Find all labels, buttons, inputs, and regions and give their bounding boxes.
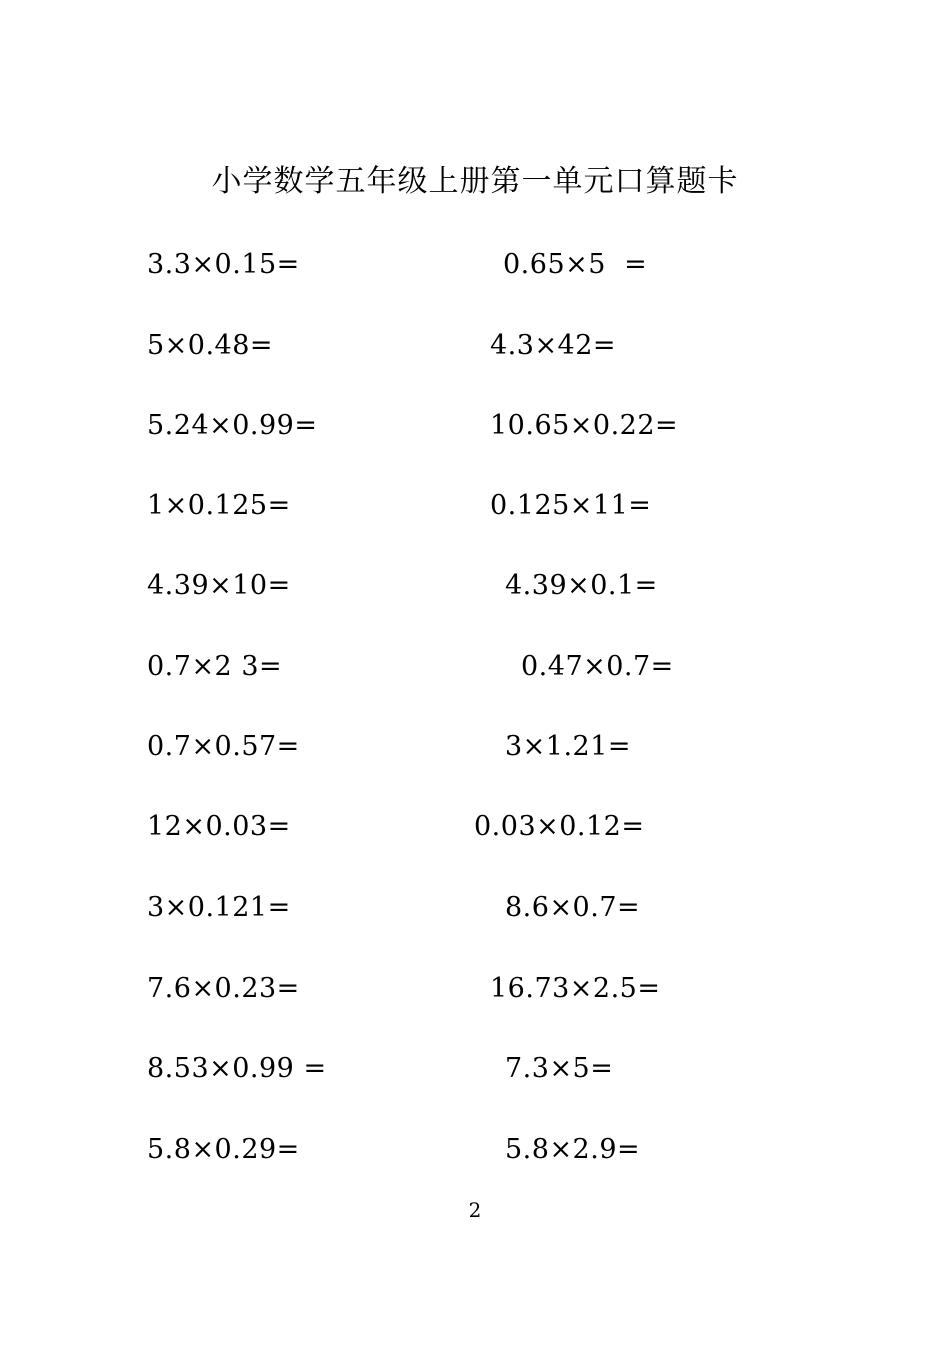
problem-left: 3.3×0.15= [147, 249, 300, 280]
problem-right: 10.65×0.22= [490, 410, 679, 441]
problem-left: 12×0.03= [147, 811, 291, 842]
problem-right: 5.8×2.9= [505, 1134, 641, 1165]
problem-right: 0.47×0.7= [521, 651, 674, 682]
problem-right: 4.3×42= [490, 330, 617, 361]
problem-right: 16.73×2.5= [490, 973, 661, 1004]
problem-left: 8.53×0.99 = [147, 1053, 327, 1084]
problem-left: 1×0.125= [147, 490, 291, 521]
problem-right: 3×1.21= [505, 731, 632, 762]
problem-left: 7.6×0.23= [147, 973, 300, 1004]
problem-right: 0.125×11= [490, 490, 652, 521]
problem-right: 8.6×0.7= [505, 892, 641, 923]
problem-right: 7.3×5= [505, 1053, 614, 1084]
problem-left: 5.24×0.99= [147, 410, 318, 441]
problem-left: 0.7×2 3= [147, 651, 283, 682]
problem-right: 0.65×5 = [503, 249, 648, 280]
page-title: 小学数学五年级上册第一单元口算题卡 [211, 164, 739, 199]
problem-right: 4.39×0.1= [505, 570, 658, 601]
page-number: 2 [468, 1198, 482, 1222]
problem-left: 3×0.121= [147, 892, 291, 923]
problem-left: 0.7×0.57= [147, 731, 300, 762]
problem-left: 4.39×10= [147, 570, 291, 601]
problem-left: 5.8×0.29= [147, 1134, 300, 1165]
problem-right: 0.03×0.12= [474, 811, 645, 842]
problem-left: 5×0.48= [147, 330, 274, 361]
